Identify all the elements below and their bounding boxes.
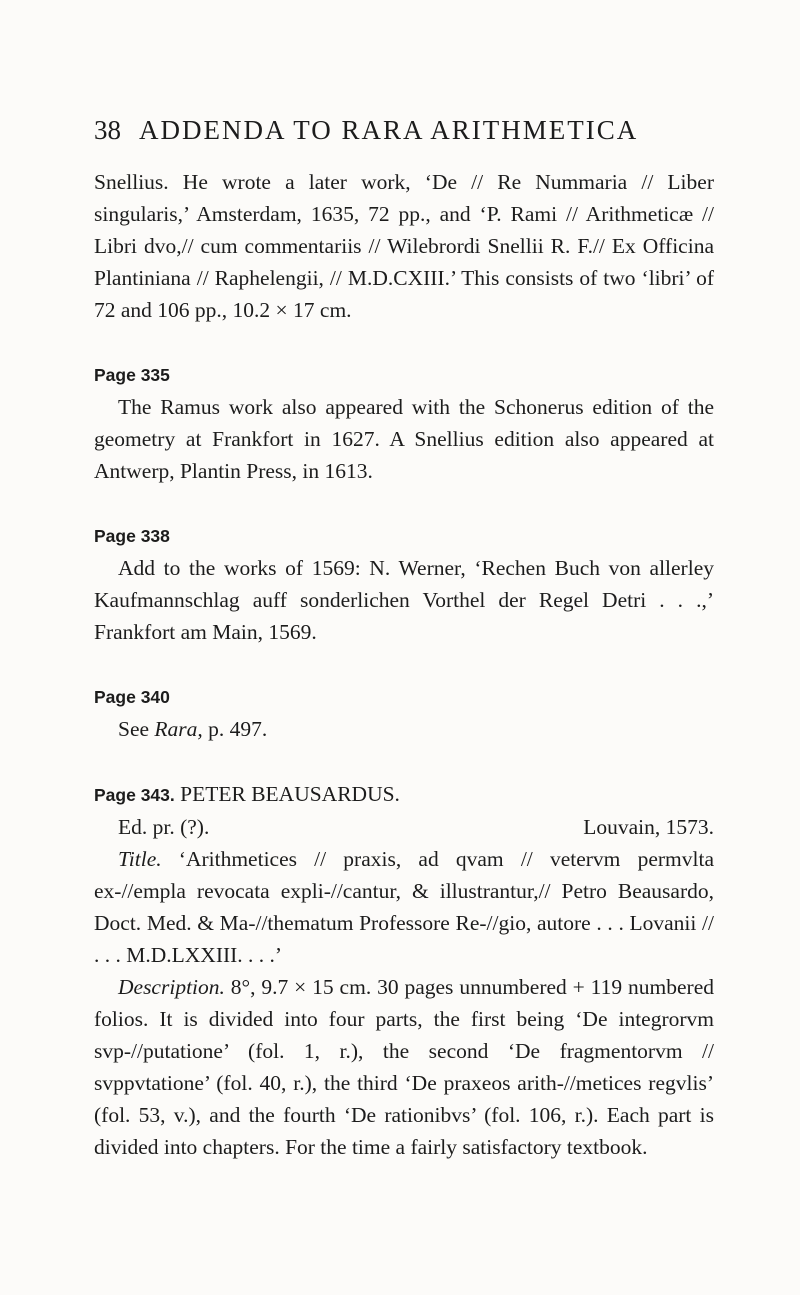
edition-label: Ed. pr. (?). xyxy=(118,815,210,839)
page-340-prefix: See xyxy=(118,717,155,741)
section-heading-page-343 xyxy=(94,778,714,811)
edition-place-date: Louvain, 1573. xyxy=(583,815,714,839)
edition-line xyxy=(94,811,714,843)
page-340-paragraph xyxy=(94,713,714,745)
description-label: Description. xyxy=(118,975,225,999)
page-number: 38 xyxy=(94,115,121,145)
title-paragraph xyxy=(94,843,714,971)
section-heading-page-335: Page 335 xyxy=(94,365,170,385)
page-343-heading-label: Page 343. xyxy=(94,785,175,805)
section-heading-page-340: Page 340 xyxy=(94,687,170,707)
description-text: 8°, 9.7 × 15 cm. 30 pages unnumbered + 119 numbered folios. It is divided into four parts, the first being ‘De integrorvm svp-//putatione’ (fol. 1, r.), the second ‘De fragmentorvm // svppvtatione’ (fol. 40, r.), the third ‘De praxeos arith-//metices regvlis’ (fol. 53, v.), and the fourth ‘De rationibvs’ (fol. 106, r.). Each part is divided into chapters. For the time a fairly satisfactory textbook. xyxy=(94,975,714,1159)
running-head xyxy=(94,112,714,148)
page-340-italic: Rara, xyxy=(154,717,203,741)
page-340-suffix: p. 497. xyxy=(202,717,268,741)
page-343-heading-name: PETER BEAUSARDUS. xyxy=(174,782,400,806)
title-label: Title. xyxy=(118,847,162,871)
title-text: ‘Arithmetices // praxis, ad qvam // vetervm permvlta ex-//empla revocata expli-//cantur, & illustrantur,// Petro Beausardo, Doct. Med. & Ma-//thematum Professore Re-//gio, autore . . . Lovanii // . . . M.D.LXXIII. . . .’ xyxy=(94,847,714,967)
section-heading-page-338: Page 338 xyxy=(94,526,170,546)
page-338-paragraph: Add to the works of 1569: N. Werner, ‘Rechen Buch von allerley Kaufmannschlag auff sonderlichen Vorthel der Regel Detri . . .,’ Frankfort am Main, 1569. xyxy=(94,556,714,644)
page-335-paragraph: The Ramus work also appeared with the Schonerus edition of the geometry at Frankfort in 1627. A Snellius edition also appeared at Antwerp, Plantin Press, in 1613. xyxy=(94,395,714,483)
running-title: ADDENDA TO RARA ARITHMETICA xyxy=(139,115,639,145)
body-text xyxy=(94,166,714,1163)
intro-paragraph: Snellius. He wrote a later work, ‘De // Re Nummaria // Liber singularis,’ Amsterdam, 1635, 72 pp., and ‘P. Rami // Arithmeticæ // Libri dvo,// cum commentariis // Wilebrordi Snellii R. F.// Ex Officina Plantiniana // Raphelengii, // M.D.CXIII.’ This consists of two ‘libri’ of 72 and 106 pp., 10.2 × 17 cm. xyxy=(94,170,714,322)
description-paragraph xyxy=(94,971,714,1163)
